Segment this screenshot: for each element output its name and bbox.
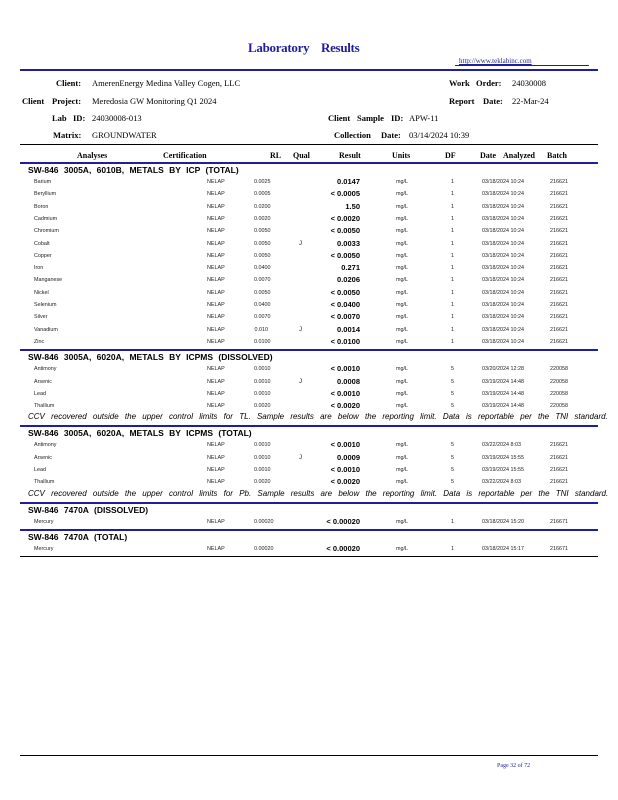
website-underline — [455, 65, 589, 66]
certification: NELAP — [207, 252, 225, 259]
certification: NELAP — [207, 518, 225, 525]
date-analyzed: 03/19/2024 14:48 — [482, 403, 524, 410]
section-title: SW-846 3005A, 6020A, METALS BY ICPMS (DISSOLVED) — [28, 352, 273, 363]
client-value: AmerenEnergy Medina Valley Cogen, LLC — [92, 78, 241, 88]
batch: 216621 — [550, 338, 568, 345]
project-label: Project: — [52, 96, 82, 106]
analyte-name: Selenium — [34, 302, 57, 308]
certification: NELAP — [207, 191, 225, 198]
rl-value: 0.0070 — [254, 277, 271, 284]
qualifier: J — [299, 240, 302, 247]
result-value: < 0.0010 — [330, 388, 360, 398]
website-link[interactable]: http://www.teklabinc.com — [459, 57, 532, 65]
date-analyzed: 03/18/2024 10:24 — [482, 265, 524, 272]
table-end-rule — [20, 556, 598, 557]
header-bottom-rule — [20, 144, 598, 145]
columns-rule — [20, 162, 598, 164]
date-analyzed: 03/18/2024 10:24 — [482, 252, 524, 259]
rl-value: 0.0010 — [254, 378, 271, 385]
df-value: 1 — [451, 179, 454, 185]
analyte-name: Vanadium — [34, 326, 58, 333]
df-value: 1 — [451, 203, 454, 210]
df-value: 1 — [451, 240, 454, 247]
date-analyzed: 03/18/2024 10:24 — [482, 302, 524, 308]
result-value: 0.0008 — [337, 376, 360, 386]
units: mg/L — [396, 179, 408, 185]
units: mg/L — [396, 240, 408, 247]
batch: 216621 — [550, 289, 568, 296]
batch: 216621 — [550, 479, 568, 486]
section-title: SW-846 7470A (TOTAL) — [28, 531, 128, 542]
df-value: 5 — [451, 467, 454, 473]
date-analyzed: 03/18/2024 10:24 — [482, 228, 524, 235]
matrix-value: GROUNDWATER — [92, 130, 157, 140]
date-analyzed: 03/18/2024 10:24 — [482, 289, 524, 296]
date-analyzed: 03/18/2024 10:24 — [482, 215, 524, 222]
rl-value: 0.0010 — [254, 467, 271, 473]
rl-value: 0.0070 — [254, 314, 271, 321]
units: mg/L — [396, 338, 408, 345]
page-number: Page 32 of 72 — [497, 763, 531, 769]
analyte-name: Antimony — [34, 366, 57, 373]
analyte-name: Copper — [34, 252, 52, 259]
col-df: DF — [445, 151, 456, 160]
rl-value: 0.0025 — [254, 179, 271, 185]
analyte-name: Manganese — [34, 277, 63, 284]
batch: 216621 — [550, 454, 568, 461]
certification: NELAP — [207, 302, 225, 308]
result-value: 0.0009 — [337, 452, 360, 462]
rl-value: 0.0010 — [254, 390, 271, 397]
project-value: Meredosia GW Monitoring Q1 2024 — [92, 96, 217, 106]
analyte-name: Cobalt — [34, 240, 50, 247]
sample-label: Sample — [357, 113, 384, 123]
date-analyzed: 03/18/2024 10:24 — [482, 179, 524, 185]
df-value: 1 — [451, 215, 454, 222]
title-results: Results — [321, 40, 360, 55]
result-value: < 0.0050 — [330, 250, 360, 260]
date-analyzed: 03/19/2024 14:48 — [482, 378, 524, 385]
col-analyzed: Analyzed — [503, 151, 535, 160]
batch: 216621 — [550, 326, 568, 333]
footer-rule — [20, 755, 598, 756]
batch: 216621 — [550, 240, 568, 247]
certification: NELAP — [207, 203, 225, 210]
date-analyzed: 03/22/2024 8:03 — [482, 442, 521, 449]
batch: 216621 — [550, 442, 568, 449]
result-value: < 0.0100 — [330, 336, 360, 346]
certification: NELAP — [207, 442, 225, 449]
units: mg/L — [396, 302, 408, 308]
df-value: 5 — [451, 479, 454, 486]
rl-value: 0.0005 — [254, 191, 271, 198]
result-value: < 0.0050 — [330, 287, 360, 297]
analyte-name: Nickel — [34, 289, 49, 296]
rl-value: 0.0050 — [254, 228, 271, 235]
result-value: < 0.0010 — [330, 465, 360, 474]
result-value: < 0.0400 — [330, 300, 360, 309]
batch: 220058 — [550, 403, 568, 410]
report-date-value: 22-Mar-24 — [512, 96, 549, 106]
work-label: Work — [449, 78, 470, 88]
date-label: Date: — [483, 96, 503, 106]
batch: 216621 — [550, 277, 568, 284]
batch: 216621 — [550, 252, 568, 259]
section-title: SW-846 3005A, 6010B, METALS BY ICP (TOTAL) — [28, 165, 239, 175]
units: mg/L — [396, 518, 408, 525]
batch: 216671 — [550, 545, 568, 552]
date-analyzed: 03/19/2024 14:48 — [482, 390, 524, 397]
certification: NELAP — [207, 403, 225, 410]
client2-label: Client — [22, 96, 45, 106]
units: mg/L — [396, 442, 408, 449]
qualifier: J — [299, 454, 302, 461]
rl-value: 0.0100 — [254, 338, 271, 345]
sample-id-label: ID: — [391, 113, 404, 123]
analyte-name: Cadmium — [34, 215, 58, 222]
analyte-name: Silver — [34, 314, 48, 321]
col-analyses: Analyses — [77, 151, 108, 160]
df-value: 1 — [451, 289, 454, 296]
rl-value: 0.0400 — [254, 302, 271, 308]
date-analyzed: 03/18/2024 10:24 — [482, 203, 524, 210]
certification: NELAP — [207, 289, 225, 296]
df-value: 5 — [451, 390, 454, 397]
df-value: 1 — [451, 252, 454, 259]
date-analyzed: 03/20/2024 12:28 — [482, 366, 524, 373]
df-value: 1 — [451, 518, 454, 525]
section-title: SW-846 7470A (DISSOLVED) — [28, 504, 149, 515]
df-value: 5 — [451, 454, 454, 461]
df-value: 1 — [451, 314, 454, 321]
batch: 216621 — [550, 191, 568, 198]
col-date: Date — [480, 151, 496, 160]
batch: 216621 — [550, 302, 568, 308]
section-note: CCV recovered outside the upper control limits for TL. Sample results are below the reporting limit. Data is reportable per the TNI standard. — [28, 412, 608, 422]
batch: 216621 — [550, 265, 568, 272]
df-value: 5 — [451, 378, 454, 385]
units: mg/L — [396, 314, 408, 321]
rl-value: 0.0020 — [254, 479, 271, 486]
units: mg/L — [396, 366, 408, 373]
batch: 216621 — [550, 314, 568, 321]
batch: 220058 — [550, 366, 568, 373]
rl-value: 0.0010 — [254, 454, 271, 461]
units: mg/L — [396, 265, 408, 272]
result-value: 1.50 — [345, 201, 360, 211]
date-analyzed: 03/18/2024 10:24 — [482, 314, 524, 321]
units: mg/L — [396, 479, 408, 486]
batch: 216621 — [550, 203, 568, 210]
result-value: 0.0206 — [337, 275, 360, 285]
certification: NELAP — [207, 390, 225, 397]
report-label: Report — [449, 96, 475, 106]
df-value: 1 — [451, 338, 454, 345]
title-laboratory: Laboratory — [248, 40, 310, 55]
client-label: Client: — [56, 78, 82, 88]
units: mg/L — [396, 403, 408, 410]
certification: NELAP — [207, 378, 225, 385]
certification: NELAP — [207, 265, 225, 272]
col-units: Units — [392, 151, 411, 160]
rl-value: 0.0050 — [254, 252, 271, 259]
analyte-name: Boron — [34, 203, 49, 210]
result-value: < 0.0020 — [330, 477, 360, 487]
analyte-name: Thallium — [34, 479, 55, 486]
units: mg/L — [396, 203, 408, 210]
section-rule — [20, 502, 598, 504]
lab-id-label: ID: — [73, 113, 86, 123]
units: mg/L — [396, 378, 408, 385]
order-label: Order: — [476, 78, 502, 88]
date-analyzed: 03/19/2024 15:55 — [482, 467, 524, 473]
units: mg/L — [396, 454, 408, 461]
col-certification: Certification — [163, 151, 207, 160]
rl-value: 0.0400 — [254, 265, 271, 272]
col-rl: RL — [270, 151, 282, 160]
rl-value: 0.0010 — [254, 366, 271, 373]
analyte-name: Chromium — [34, 228, 59, 235]
result-value: < 0.00020 — [326, 516, 360, 526]
certification: NELAP — [207, 314, 225, 321]
df-value: 1 — [451, 545, 454, 552]
analyte-name: Mercury — [34, 518, 54, 525]
analyte-name: Lead — [34, 467, 46, 473]
df-value: 1 — [451, 191, 454, 198]
date-analyzed: 03/19/2024 15:55 — [482, 454, 524, 461]
rl-value: 0.0050 — [254, 289, 271, 296]
units: mg/L — [396, 467, 408, 473]
batch: 216621 — [550, 215, 568, 222]
df-value: 1 — [451, 326, 454, 333]
section-note: CCV recovered outside the upper control limits for Pb. Sample results are below the reporting limit. Data is reportable per the TNI standard. — [28, 488, 609, 498]
analyte-name: Zinc — [34, 338, 45, 345]
certification: NELAP — [207, 338, 225, 345]
batch: 216621 — [550, 228, 568, 235]
certification: NELAP — [207, 179, 225, 185]
date-analyzed: 03/18/2024 10:24 — [482, 338, 524, 345]
section-rule — [20, 529, 598, 531]
certification: NELAP — [207, 545, 225, 552]
units: mg/L — [396, 215, 408, 222]
units: mg/L — [396, 289, 408, 296]
date-analyzed: 03/18/2024 10:24 — [482, 277, 524, 284]
result-value: 0.0147 — [337, 177, 360, 186]
lab-id-value: 24030008-013 — [92, 113, 142, 123]
result-value: < 0.0020 — [330, 401, 360, 411]
col-result: Result — [339, 151, 361, 160]
batch: 216621 — [550, 179, 568, 185]
col-qual: Qual — [293, 151, 310, 160]
df-value: 1 — [451, 302, 454, 308]
rl-value: 0.0020 — [254, 403, 271, 410]
result-value: 0.271 — [341, 263, 360, 273]
qualifier: J — [299, 326, 302, 333]
units: mg/L — [396, 326, 408, 333]
certification: NELAP — [207, 215, 225, 222]
analyte-name: Mercury — [34, 545, 54, 552]
certification: NELAP — [207, 228, 225, 235]
client-sample-label: Client — [328, 113, 351, 123]
certification: NELAP — [207, 326, 225, 333]
rl-value: 0.00020 — [254, 518, 274, 525]
df-value: 1 — [451, 265, 454, 272]
collection-date-label: Date: — [381, 130, 401, 140]
qualifier: J — [299, 378, 302, 385]
result-value: < 0.0010 — [330, 440, 360, 450]
date-analyzed: 03/18/2024 10:24 — [482, 326, 524, 333]
header-top-rule — [20, 69, 598, 71]
batch: 220058 — [550, 390, 568, 397]
batch: 216621 — [550, 467, 568, 473]
certification: NELAP — [207, 277, 225, 284]
certification: NELAP — [207, 479, 225, 486]
section-rule — [20, 425, 598, 427]
sample-id-value: APW-11 — [409, 113, 439, 123]
result-value: < 0.0005 — [330, 189, 360, 199]
analyte-name: Barium — [34, 179, 52, 185]
analyte-name: Arsenic — [34, 378, 52, 385]
analyte-name: Lead — [34, 390, 46, 397]
units: mg/L — [396, 252, 408, 259]
result-value: < 0.0020 — [330, 213, 360, 223]
batch: 216671 — [550, 518, 568, 525]
units: mg/L — [396, 277, 408, 284]
result-value: < 0.0070 — [330, 312, 360, 322]
date-analyzed: 03/18/2024 15:20 — [482, 518, 524, 525]
df-value: 1 — [451, 228, 454, 235]
rl-value: 0.00020 — [254, 545, 274, 552]
date-analyzed: 03/18/2024 10:24 — [482, 240, 524, 247]
result-value: < 0.0050 — [330, 226, 360, 236]
collection-label: Collection — [334, 130, 371, 140]
rl-value: 0.0020 — [254, 215, 271, 222]
order-value: 24030008 — [512, 78, 546, 88]
analyte-name: Arsenic — [34, 454, 52, 461]
result-value: 0.0014 — [337, 324, 360, 334]
units: mg/L — [396, 191, 408, 198]
result-value: 0.0033 — [337, 238, 360, 248]
certification: NELAP — [207, 240, 225, 247]
date-analyzed: 03/18/2024 15:17 — [482, 545, 524, 552]
result-value: < 0.00020 — [326, 543, 360, 553]
df-value: 1 — [451, 277, 454, 284]
rl-value: 0.010 — [254, 326, 268, 333]
matrix-label: Matrix: — [53, 130, 82, 140]
df-value: 5 — [451, 442, 454, 449]
rl-value: 0.0010 — [254, 442, 271, 449]
result-value: < 0.0010 — [330, 364, 360, 374]
units: mg/L — [396, 545, 408, 552]
date-analyzed: 03/22/2024 8:03 — [482, 479, 521, 486]
units: mg/L — [396, 228, 408, 235]
analyte-name: Iron — [34, 265, 44, 272]
certification: NELAP — [207, 467, 225, 473]
certification: NELAP — [207, 454, 225, 461]
analyte-name: Beryllium — [34, 191, 57, 198]
df-value: 5 — [451, 366, 454, 373]
certification: NELAP — [207, 366, 225, 373]
df-value: 5 — [451, 403, 454, 410]
batch: 220058 — [550, 378, 568, 385]
lab-label: Lab — [52, 113, 67, 123]
col-batch: Batch — [547, 151, 567, 160]
analyte-name: Thallium — [34, 403, 55, 410]
analyte-name: Antimony — [34, 442, 57, 449]
rl-value: 0.0200 — [254, 203, 271, 210]
units: mg/L — [396, 390, 408, 397]
rl-value: 0.0050 — [254, 240, 271, 247]
collection-value: 03/14/2024 10:39 — [409, 130, 470, 140]
section-rule — [20, 349, 598, 351]
date-analyzed: 03/18/2024 10:24 — [482, 191, 524, 198]
section-title: SW-846 3005A, 6020A, METALS BY ICPMS (TOTAL) — [28, 428, 252, 439]
